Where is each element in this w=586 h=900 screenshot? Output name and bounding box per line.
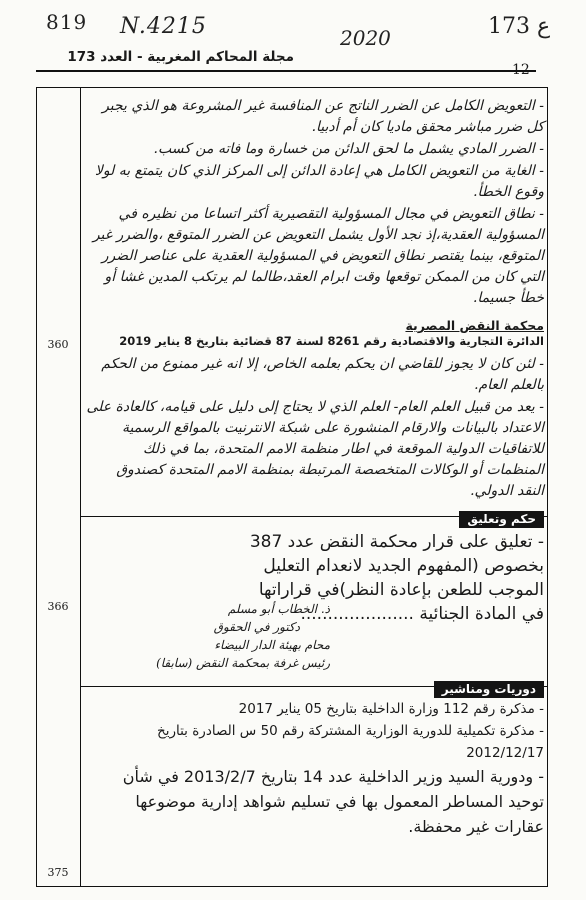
page-ref-360: 360 bbox=[47, 338, 69, 351]
comment-section-label: حكم وتعليق bbox=[459, 511, 544, 528]
author-title-1: دكتور في الحقوق bbox=[213, 620, 300, 634]
author-title-2: محام بهيئة الدار البيضاء bbox=[214, 638, 330, 652]
author-title-3: رئيس غرفة بمحكمة النقض (سابقا) bbox=[156, 656, 330, 670]
page-ref-366: 366 bbox=[47, 600, 69, 613]
handwritten-reference: N.4215 bbox=[120, 14, 207, 39]
court-paragraph: - لئن كان لا يجوز للقاضي ان يحكم بعلمه الخاص، إلا انه غير ممنوع من الحكم بالعلم العام. bbox=[101, 356, 544, 393]
court-section-body bbox=[86, 354, 544, 503]
summary-paragraph: - الغاية من التعويض الكامل هي إعادة الدائن إلى المركز الذي كان يتمتع به لولا وقوع الخطأ. bbox=[94, 163, 544, 200]
publication-item: - مذكرة رقم 112 وزارة الداخلية بتاريخ 05 يناير 2017 bbox=[238, 701, 544, 717]
publications-section-label: دوريات ومناشير bbox=[434, 681, 544, 698]
court-paragraph: - يعد من قبيل العلم العام- العلم الذي لا يحتاج إلى دليل على قيامه، كالعادة على الاعتداد بالبيانات والارقام المنشورة على شبكة الانترنيت بالمواقع الرسمية للاتفاقيات الدولية الموقعة في اطار منظمة الامم المتحدة، بما في ذلك المنظمات أو الوكالات المتخصصة المرتبطة بمنظمة الامم المتحدة كصندوق النقد الدولي. bbox=[86, 399, 544, 499]
author-block bbox=[86, 600, 330, 672]
court-section-title bbox=[86, 318, 544, 333]
summary-paragraph: - التعويض الكامل عن الضرر الناتج عن المنافسة غير المشروعة هو الذي يجبر كل ضرر مباشر محقق ماديا كان أم أدبيا. bbox=[102, 98, 544, 135]
publication-item: - ودورية السيد وزير الداخلية عدد 14 بتاريخ 2013/2/7 في شأن توحيد المساطر المعمول بها في تسليم شواهد إدارية موضوعها عقارات غير محفظة. bbox=[122, 767, 544, 836]
handwritten-year: 2020 bbox=[340, 26, 391, 50]
handwritten-number-left: 819 bbox=[46, 10, 88, 34]
author-name: ذ. الخطاب أبو مسلم bbox=[227, 602, 330, 616]
page-number: 12 bbox=[512, 62, 530, 78]
publications-section-bar bbox=[80, 678, 548, 695]
handwritten-issue-number: 173 ع bbox=[488, 14, 551, 39]
journal-title: مجلة المحاكم المغربية - العدد 173 bbox=[67, 49, 294, 65]
summary-paragraph: - الضرر المادي يشمل ما لحق الدائن من خسارة وما فاته من كسب. bbox=[153, 141, 544, 157]
summary-paragraph: - نطاق التعويض في مجال المسؤولية التقصيرية أكثر اتساعا من نظيره في المسؤولية العقدية،إذ نجد الأول يشمل التعويض عن الضرر المتوقع ،والضرر غير المتوقع، بينما يقتصر نطاق التعويض في المسؤولية العقدية على عناصر الضرر التي كان من الممكن توقعها وقت ابرام العقد،طالما لم يرتكب المدين غشا أو خطأ جسيما. bbox=[92, 206, 544, 306]
summary-block bbox=[86, 96, 544, 310]
comment-title-line: في المادة الجنائية ..................... bbox=[300, 604, 544, 624]
comment-title-line: - تعليق على قرار محكمة النقض عدد 387 bbox=[249, 532, 544, 552]
comment-section-bar bbox=[80, 508, 548, 525]
comment-title-line: بخصوص (المفهوم الجديد لانعدام التعليل bbox=[263, 556, 544, 576]
page-ref-column-divider bbox=[80, 87, 81, 887]
court-decision-reference: الدائرة التجارية والاقتصادية رقم 8261 لسنة 87 قضائية بتاريخ 8 يناير 2019 bbox=[119, 334, 544, 348]
publications-list bbox=[86, 698, 544, 839]
comment-title-line: الموجب للطعن بإعادة النظر)في قراراتها bbox=[258, 580, 544, 600]
page-ref-375: 375 bbox=[47, 866, 69, 879]
court-section-title-text: محكمة النقض المصرية bbox=[405, 318, 544, 333]
header-rule bbox=[36, 70, 536, 72]
publication-item: - مذكرة تكميلية للدورية الوزارية المشتركة رقم 50 س الصادرة بتاريخ 2012/12/17 bbox=[157, 723, 544, 761]
